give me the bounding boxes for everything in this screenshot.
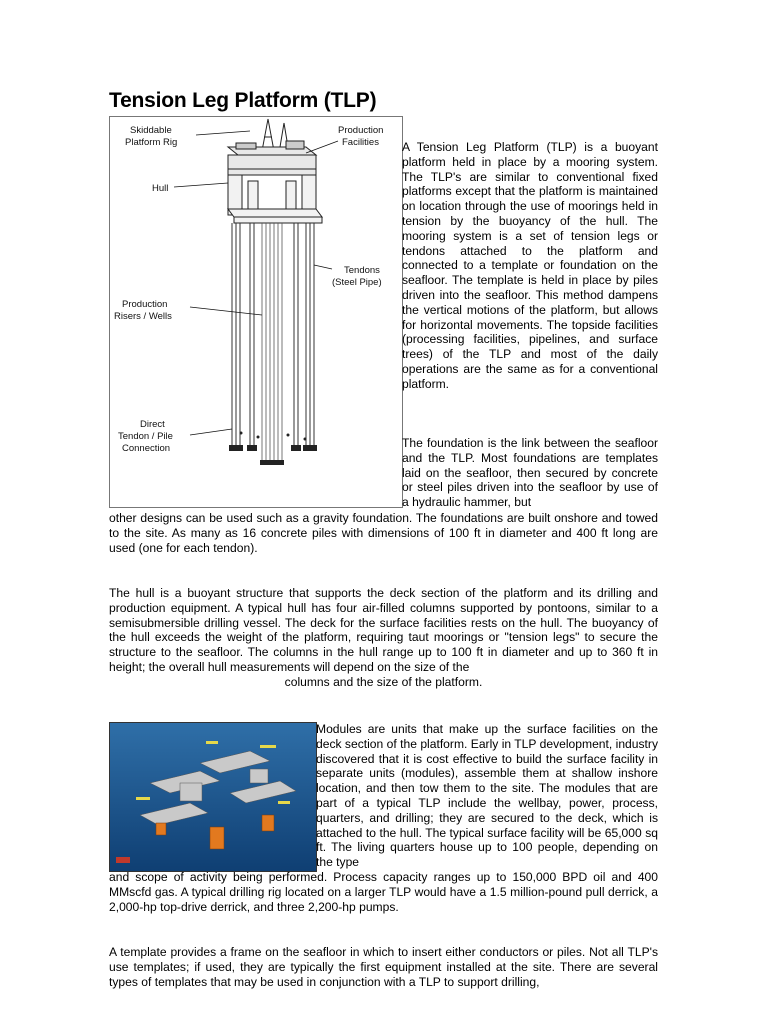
label-hull: Hull	[152, 183, 169, 194]
label-tendon-pile: Tendon / Pile	[118, 431, 173, 442]
deck-icon	[228, 141, 316, 175]
label-facilities: Facilities	[342, 137, 379, 148]
label-risers-wells: Risers / Wells	[114, 311, 172, 322]
paragraph-modules-start: Modules are units that make up the surface facilities on the deck section of the platform. Early in TLP development, industry discovered that it is cost effective to build the surface facility in separate units (modules), assemble them at shallow inshore location, and then tow them to the site. The modules that are part of a typical TLP include the wellbay, power, process, quarters, and drilling; they are secured to the deck, which is attached to the hull. The typical surface facility will be 65,000 sq ft. The living quarters house up to 100 people, depending on the type	[316, 722, 658, 870]
paragraph-hull-last-line: columns and the size of the platform.	[284, 675, 483, 689]
label-platform-rig: Platform Rig	[125, 137, 178, 148]
hull-icon	[228, 175, 322, 223]
paragraph-tlp-intro: A Tension Leg Platform (TLP) is a buoyant platform held in place by a mooring system. The TLP's are similar to conventional fixed platforms except that the platform is maintained on location through the use of moorings held in tension by the buoyancy of the hull. The mooring system is a set of tension legs or tendons attached to the platform and connected to a template or foundation on the seafloor. The template is held in place by piles driven into the seafloor. This method dampens the vertical motions of the platform, but allows for horizontal movements. The topside facilities (processing facilities, pipelines, and surface trees) of the TLP and most of the daily operations are the same as for a conventional platform.	[402, 140, 658, 391]
label-tendons: Tendons	[344, 265, 380, 276]
paragraph-foundation-end: other designs can be used such as a gravity foundation. The foundations are built onshore and towed to the site. As many as 16 concrete piles with dimensions of 100 ft in diameter and 400 ft long are used (one for each tendon).	[109, 511, 658, 555]
label-production: Production	[338, 125, 384, 136]
modules-photo	[109, 722, 317, 872]
tlp-diagram	[110, 117, 402, 507]
paragraph-modules-end: and scope of activity being performed. Process capacity ranges up to 150,000 BPD oil and 400 MMscfd gas. A typical drilling rig located on a larger TLP would have a 1.5 million-pound pull derrick, a 2,000-hp top-drive derrick, and three 2,200-hp pumps.	[109, 870, 658, 914]
label-connection: Connection	[122, 443, 171, 454]
tlp-diagram-figure	[109, 116, 403, 508]
risers-icon	[262, 223, 282, 462]
label-skiddable: Skiddable	[130, 125, 172, 136]
derrick-icon	[262, 119, 288, 151]
tendons-icon	[232, 223, 314, 447]
modules-illustration	[110, 723, 316, 871]
paragraph-foundation-start: The foundation is the link between the seafloor and the TLP. Most foundations are templates laid on the seafloor, then secured by concrete or steel piles driven into the seafloor by use of a hydraulic hammer, but	[402, 436, 658, 510]
pile-connections-icon	[229, 432, 317, 466]
paragraph-hull: The hull is a buoyant structure that supports the deck section of the platform and its drilling and production equipment. A typical hull has four air-filled columns supported by pontoons, similar to a semisubmersible drilling vessel. The deck for the surface facilities rests on the hull. The buoyancy of the hull exceeds the weight of the platform, requiring taut moorings or "tension legs" to secure the structure to the seafloor. The columns in the hull range up to 100 ft in diameter and up to 360 ft in height; the overall hull measurements will depend on the size of the	[109, 586, 658, 674]
label-direct: Direct	[140, 419, 165, 430]
label-production-risers: Production	[122, 299, 168, 310]
paragraph-template: A template provides a frame on the seafloor in which to insert either conductors or piles. Not all TLP's use templates; if used, they are typically the first equipment installed at the site. There are several types of templates that may be used in conjunction with a TLP to support drilling,	[109, 945, 658, 989]
label-steel-pipe: (Steel Pipe)	[332, 277, 382, 288]
page-title: Tension Leg Platform (TLP)	[109, 89, 377, 112]
